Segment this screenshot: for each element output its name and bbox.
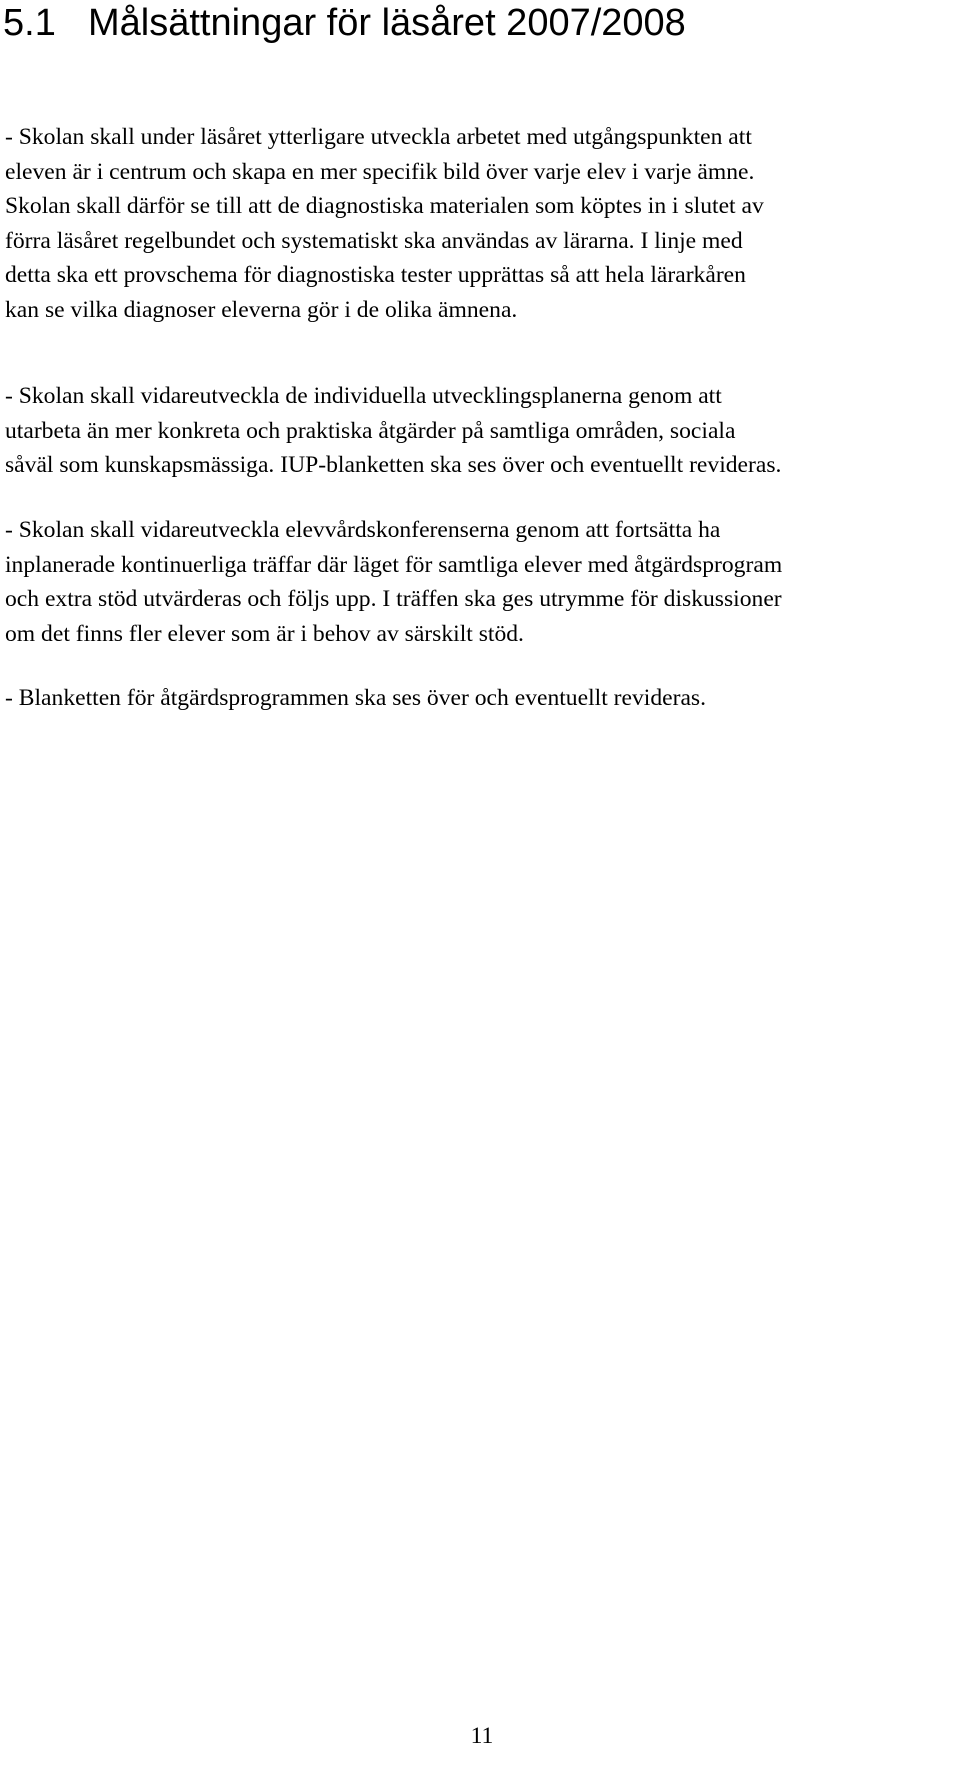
paragraph-line: utarbeta än mer konkreta och praktiska åtgärder på samtliga områden, sociala xyxy=(5,417,736,444)
paragraph-development-plans xyxy=(5,379,955,483)
paragraph-line: inplanerade kontinuerliga träffar där läget för samtliga elever med åtgärdsprogram xyxy=(5,551,783,578)
paragraph-line: om det finns fler elever som är i behov av särskilt stöd. xyxy=(5,620,524,647)
section-title: Målsättningar för läsåret 2007/2008 xyxy=(88,2,686,44)
paragraph-welfare-conferences xyxy=(5,513,955,651)
paragraph-diagnostic-materials xyxy=(5,120,955,327)
paragraph-line: - Skolan skall under läsåret ytterligare utveckla arbetet med utgångspunkten att xyxy=(5,124,752,150)
paragraph-line: såväl som kunskapsmässiga. IUP-blanketten ska ses över och eventuellt revideras. xyxy=(5,452,782,478)
section-number: 5.1 xyxy=(3,2,56,44)
paragraph-line: förra läsåret regelbundet och systematiskt ska användas av lärarna. I linje med xyxy=(5,227,743,254)
page-number-text: 11 xyxy=(470,1723,494,1749)
paragraph-line: kan se vilka diagnoser eleverna gör i de olika ämnena. xyxy=(5,296,518,323)
paragraph-line: - Blanketten för åtgärdsprogrammen ska ses över och eventuellt revideras. xyxy=(5,685,707,711)
section-heading xyxy=(3,0,686,46)
page-number xyxy=(0,1721,960,1751)
paragraph-line: eleven är i centrum och skapa en mer specifik bild över varje elev i varje ämne. xyxy=(5,158,755,185)
paragraph-line: - Skolan skall vidareutveckla de individuella utvecklingsplanerna genom att xyxy=(5,383,722,409)
paragraph-line: Skolan skall därför se till att de diagnostiska materialen som köptes in i slutet av xyxy=(5,193,764,219)
paragraph-line: och extra stöd utvärderas och följs upp. I träffen ska ges utrymme för diskussioner xyxy=(5,586,782,612)
paragraph-line: detta ska ett provschema för diagnostiska tester upprättas så att hela lärarkåren xyxy=(5,262,746,288)
paragraph-line: - Skolan skall vidareutveckla elevvårdskonferenserna genom att fortsätta ha xyxy=(5,517,721,543)
paragraph-action-programs xyxy=(5,681,955,716)
